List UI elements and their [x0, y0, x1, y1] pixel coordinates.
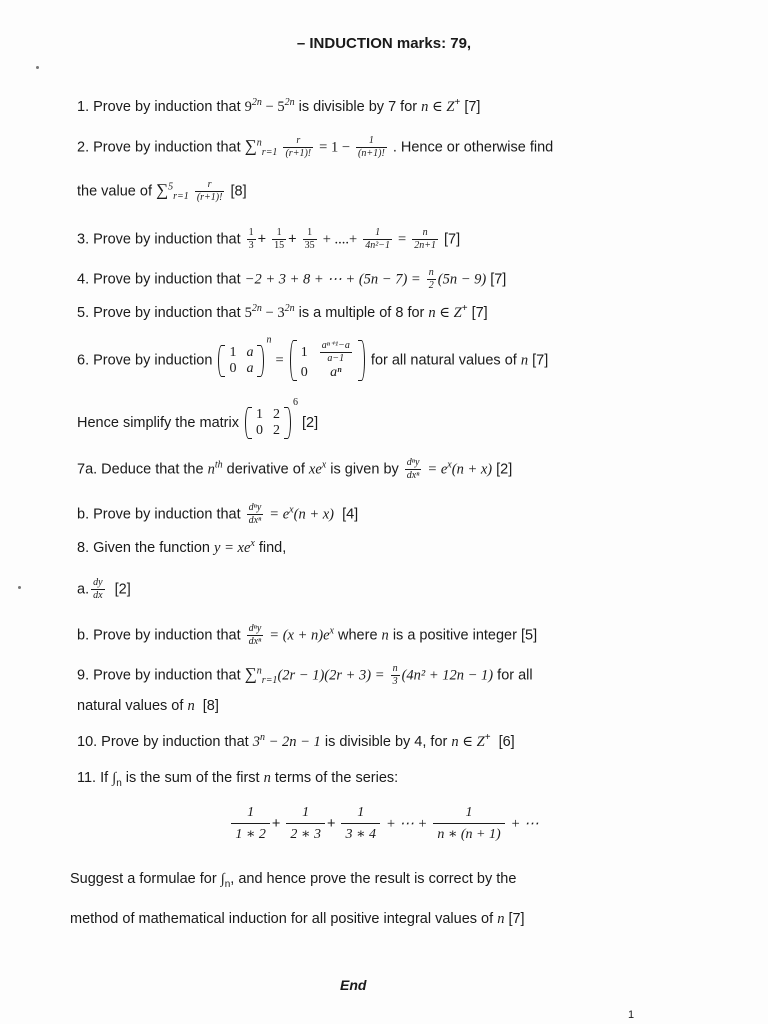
marks: [7]: [464, 99, 481, 115]
page-title: – INDUCTION marks: 79,: [296, 35, 472, 52]
question-11-part-b: Suggest a formulae for $\int_n$, and hence prove the result is correct by the: [70, 871, 517, 890]
question-6-part-b: Hence simplify the matrix 1 2 0 2 $^6$ [2]: [77, 397, 319, 439]
series-expression: $\frac{1}{1 ∗ 2}$ + $\frac{1}{2 ∗ 3}$ + $\frac{1}{3 ∗ 4}$ + ⋯ + $\frac{1}{n ∗ (n + 1)}$ + ⋯: [0, 803, 768, 845]
marks: [7]: [471, 305, 488, 321]
marks: [2]: [302, 415, 319, 431]
question-1: 1. Prove by induction that $9^{2n} - 5^{2n}$ is divisible by 7 for n ∈ Z+ [7]: [77, 97, 481, 115]
question-11-part-c: method of mathematical induction for all positive integral values of n [7]: [70, 911, 525, 927]
marks: [2]: [114, 581, 131, 598]
question-2-part-b: the value of ∑$^5_{r=1}$ $\frac{r}{(r+1)!}$ [8]: [77, 179, 247, 203]
marks: [5]: [520, 627, 538, 644]
question-10: 10. Prove by induction that 3$^n$ − 2n − 1 is divisible by 4, for n ∈ Z+ [6]: [77, 732, 515, 750]
marks: [8]: [230, 183, 247, 200]
question-7b: b. Prove by induction that $\frac{\text{dⁿy}}{\text{dxⁿ}}$ = $e^x(n + x)$ [4]: [77, 502, 359, 526]
marks: [8]: [202, 698, 219, 714]
question-8: 8. Given the function $y = xe^x$ find,: [77, 538, 287, 556]
scan-speck: [36, 66, 39, 69]
marks: [2]: [496, 461, 513, 478]
question-4: 4. Prove by induction that −2 + 3 + 8 + ⋯ + (5n − 7) = $\frac{n}{2}$ (5n − 9) [7]: [77, 267, 507, 291]
question-11: 11. If $\int_n$ is the sum of the first n terms of the series:: [77, 770, 399, 789]
question-6: 6. Prove by induction 1 a 0 a $^n$ = 1 $\frac{\text{aⁿ⁺¹−a}}{a-1}$ 0 aⁿ for all natural values of n [7]: [77, 334, 549, 380]
marks: [7]: [490, 271, 507, 288]
question-5: 5. Prove by induction that $5^{2n} - 3^{2n}$ is a multiple of 8 for n ∈ Z+ [7]: [77, 303, 488, 321]
page-number: 1: [628, 1009, 635, 1021]
marks: [7]: [444, 231, 461, 248]
matrix-right: 1 $\frac{\text{aⁿ⁺¹−a}}{a-1}$ 0 aⁿ: [290, 340, 365, 381]
question-8b: b. Prove by induction that $\frac{\text{dⁿy}}{\text{dxⁿ}}$ = $(x + n)e^x$ where n is a positive integer [5]: [77, 623, 538, 647]
matrix-simplify: 1 2 0 2: [245, 407, 291, 439]
question-3: 3. Prove by induction that $\frac{1}{3}$ + $\frac{1}{15}$ + $\frac{1}{35}$ + ....+ $\frac{1}{\text{4n²−1}}$ = $\frac{n}{2n+1}$ [7]: [77, 227, 461, 251]
scan-speck: [18, 586, 21, 589]
marks: [4]: [342, 506, 359, 523]
end-marker: End: [340, 977, 367, 993]
question-7a: 7a. Deduce that the $n^{th}$ derivative of $xe^x$ is given by $\frac{\text{dⁿy}}{\text{dxⁿ}}$ = $e^x(n + x)$ [2]: [77, 457, 513, 481]
question-2: 2. Prove by induction that ∑$^n_{r=1}$ $\frac{r}{(r+1)!}$ = 1 − $\frac{1}{(n+1)!}$ . Hence or otherwise find: [77, 135, 554, 159]
marks: [7]: [508, 911, 525, 927]
marks: [7]: [532, 352, 549, 369]
question-9: 9. Prove by induction that ∑$^n_{r=1}$(2r − 1)(2r + 3) = $\frac{n}{3}$ (4n² + 12n − 1) for all: [77, 663, 533, 687]
question-9-part-b: natural values of n [8]: [77, 698, 219, 714]
question-8a: a. $\frac{dy}{dx}$ [2]: [77, 577, 131, 601]
matrix-left: 1 a 0 a: [218, 345, 264, 377]
marks: [6]: [498, 734, 515, 750]
